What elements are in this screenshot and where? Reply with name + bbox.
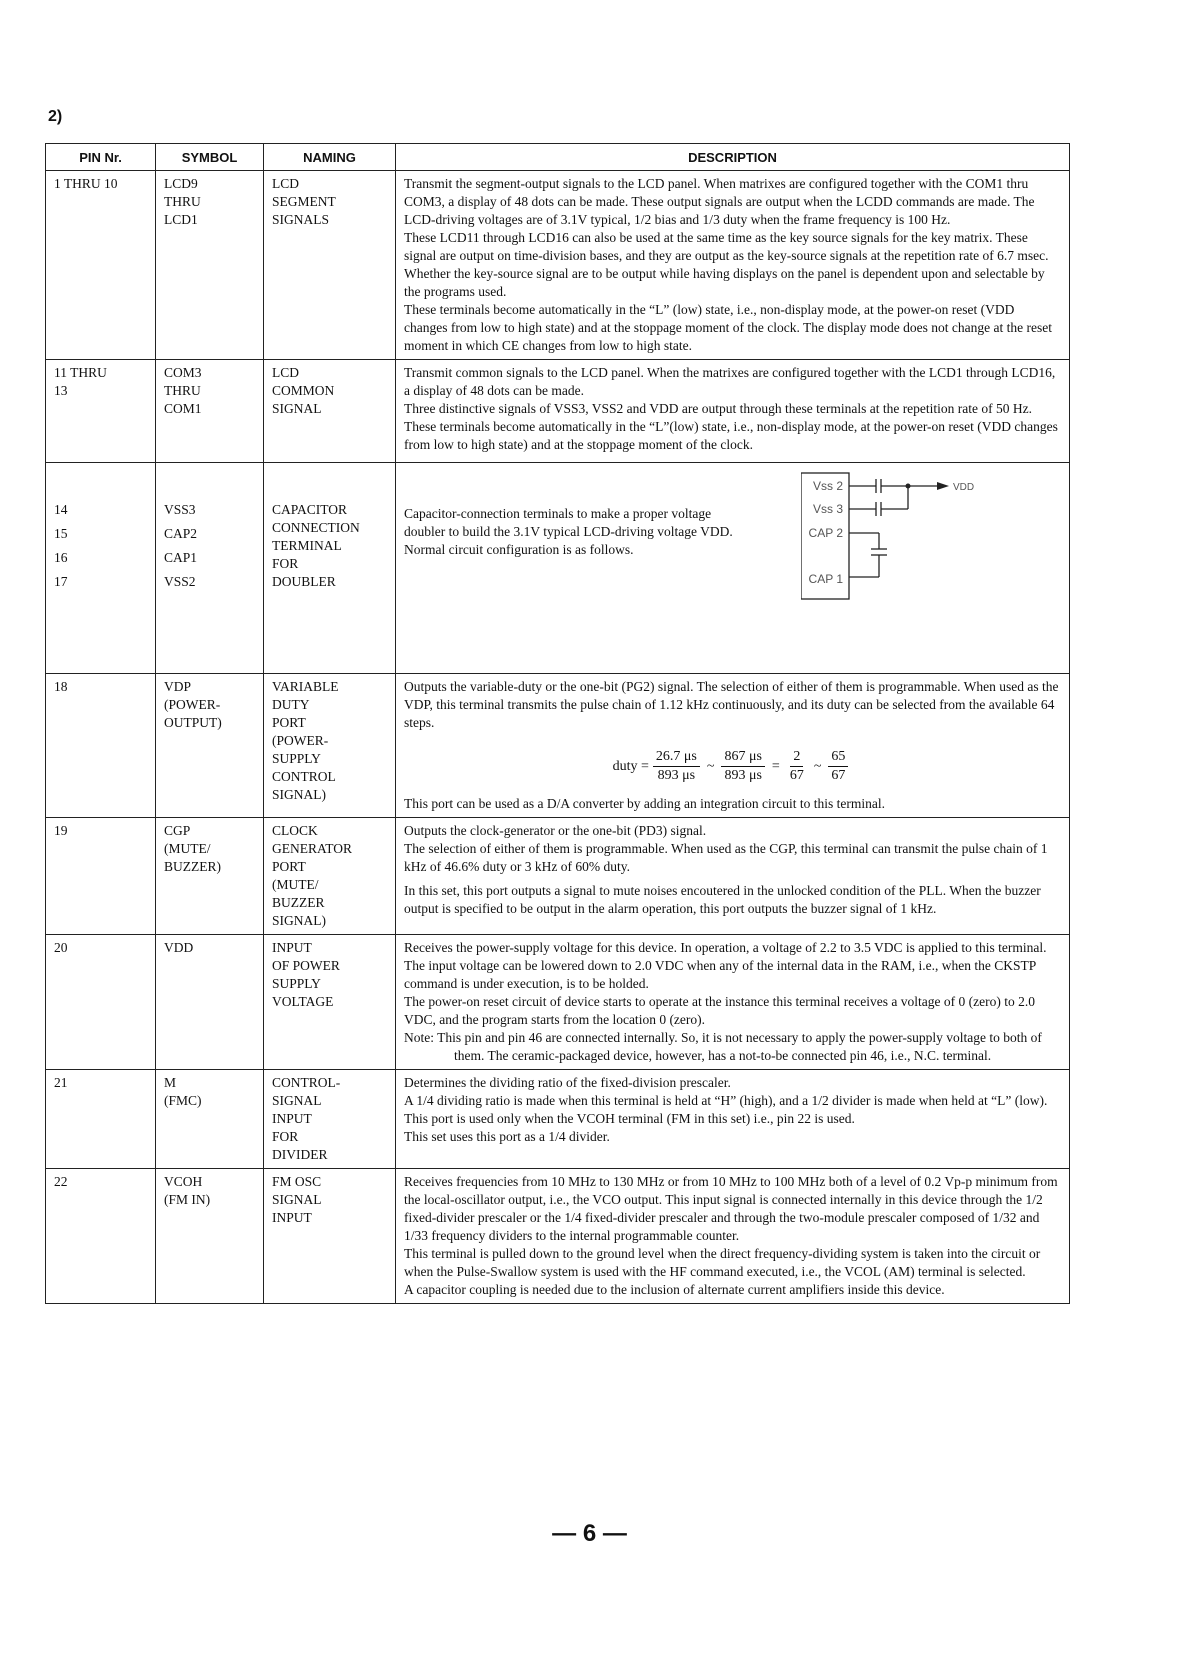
description-paragraph: The power-on reset circuit of device starts to operate at the instance this terminal receives a voltage of 0 (zero) to 2.0 VDC, and the program starts from the location 0 (zero). [404,994,1035,1027]
symbol-cell: M (FMC) [156,1070,264,1169]
pin-symbol: CAP2 [164,526,198,541]
pin-description-table [45,143,1070,1304]
pin-cell: 1 THRU 10 [46,171,156,360]
description-paragraph: Capacitor-connection terminals to make a proper voltage doubler to build the 3.1V typical LCD-driving voltage VDD. [404,506,733,539]
symbol-cell: VCOH (FM IN) [156,1169,264,1304]
fraction [828,748,848,785]
description-paragraph: Outputs the variable-duty or the one-bit (PG2) signal. The selection of either of them is programmable. When used as the VDP, this terminal transmits the pulse chain of 1.12 kHz continuously, and its duty can be selected from the available 64 steps. [404,679,1059,730]
pin-symbol: VSS3 [164,502,196,517]
pin-cell: 18 [46,674,156,818]
pin-number: 16 [54,550,68,565]
table-row [46,463,1070,674]
page-number: — 6 — [552,1520,627,1547]
description-cell [396,360,1070,463]
header-naming: NAMING [264,144,396,171]
naming-cell: VARIABLE DUTY PORT (POWER- SUPPLY CONTROL SIGNAL) [264,674,396,818]
naming-cell: CONTROL- SIGNAL INPUT FOR DIVIDER [264,1070,396,1169]
fraction-numerator: 2 [790,748,803,767]
fraction-numerator: 867 μs [721,748,764,767]
naming-line: CAPACITOR [272,502,348,517]
naming-line: DOUBLER [272,574,336,589]
description-note: Note: This pin and pin 46 are connected internally. So, it is not necessary to apply the power-supply voltage to both of them. The ceramic-packaged device, however, has a not-to-be connected pin 46, i.e., N.C. terminal. [404,1030,1042,1063]
naming-cell: LCD COMMON SIGNAL [264,360,396,463]
description-paragraph: Receives frequencies from 10 MHz to 130 MHz or from 10 MHz to 100 MHz both of a level of 0.2 Vp-p minimum from the local-oscillator output, i.e., the VCO output. This input signal is connected internally in this device through the 1/2 fixed-divider prescaler or the 1/4 fixed-divider prescaler and through the two-module prescaler composed of 1/32 and 1/33 frequency dividers to the internal programmable counter. [404,1174,1058,1243]
description-paragraph: A capacitor coupling is needed due to the inclusion of alternate current amplifiers inside this device. [404,1282,945,1297]
formula-label: duty = [612,758,649,774]
description-paragraph: This terminal is pulled down to the ground level when the direct frequency-dividing system is taken into the circuit or when the Pulse-Swallow system is used with the HF command executed, i.e., the VCOL (AM) terminal is selected. [404,1246,1041,1279]
description-paragraph: This set uses this port as a 1/4 divider. [404,1129,610,1144]
pin-number: 15 [54,526,68,541]
pin-cell: 20 [46,935,156,1070]
naming-line: FOR [272,556,299,571]
description-paragraph: The selection of either of them is programmable. When used as the CGP, this terminal can transmit the pulse chain of 1 kHz of 46.6% duty or 3 kHz of 60% duty. [404,841,1048,874]
naming-cell: FM OSC SIGNAL INPUT [264,1169,396,1304]
description-paragraph: This port can be used as a D/A converter by adding an integration circuit to this terminal. [404,796,885,811]
junction-dot [906,484,911,489]
duty-formula [404,748,1061,785]
pin-number: 17 [54,574,68,589]
symbol-cell: VDP (POWER- OUTPUT) [156,674,264,818]
naming-cell [264,463,396,674]
pin-cell: 11 THRU 13 [46,360,156,463]
naming-cell: CLOCK GENERATOR PORT (MUTE/ BUZZER SIGNAL) [264,818,396,935]
naming-line: CONNECTION [272,520,360,535]
fraction-denominator: 67 [789,768,804,783]
description-paragraph: This port is used only when the VCOH terminal (FM in this set) i.e., pin 22 is used. [404,1111,855,1126]
description-paragraph: Whether the key-source signal are to be output while having displays on the panel is dependent upon and selectable by the programs used. [404,266,1045,299]
pin-cell: 19 [46,818,156,935]
circuit-label-cap1: CAP 1 [808,572,843,586]
symbol-cell: COM3 THRU COM1 [156,360,264,463]
description-cell [396,674,1070,818]
description-cell [396,171,1070,360]
naming-cell: LCD SEGMENT SIGNALS [264,171,396,360]
table-row [46,360,1070,463]
fraction [653,748,700,785]
symbol-cell: CGP (MUTE/ BUZZER) [156,818,264,935]
description-cell [396,1070,1070,1169]
description-cell [396,1169,1070,1304]
description-paragraph: These terminals become automatically in the “L”(low) state, i.e., non-display mode, at the power-on reset (VDD changes from low to high state) and at the stoppage moment of the clock. [404,419,1058,452]
header-pin: PIN Nr. [46,144,156,171]
description-paragraph: A 1/4 dividing ratio is made when this terminal is held at “H” (high), and a 1/2 divider is made when held at “L” (low). [404,1093,1048,1108]
table-row [46,171,1070,360]
description-paragraph: Transmit common signals to the LCD panel. When the matrixes are configured together with the LCD1 through LCD16, a display of 48 dots can be made. [404,365,1056,398]
equals-operator: = [771,758,780,774]
header-symbol: SYMBOL [156,144,264,171]
pin-symbol: VSS2 [164,574,196,589]
table-row [46,674,1070,818]
pin-cell [46,463,156,674]
description-cell [396,935,1070,1070]
description-paragraph: These terminals become automatically in the “L” (low) state, i.e., non-display mode, at the power-on reset (VDD changes from low to high state) and at the stoppage moment of the clock. The display mode does not change at the reset moment in which CE changes from low to high state. [404,302,1052,353]
description-cell [396,463,1070,674]
pin-number: 14 [54,502,68,517]
table-row [46,1070,1070,1169]
fraction-numerator: 26.7 μs [653,748,700,767]
circuit-label-vss3: Vss 3 [812,502,843,516]
pin-symbol: CAP1 [164,550,198,565]
description-paragraph: Determines the dividing ratio of the fixed-division prescaler. [404,1075,731,1090]
description-paragraph: Normal circuit configuration is as follows. [404,542,634,557]
description-paragraph: Outputs the clock-generator or the one-bit (PD3) signal. [404,823,707,838]
fraction-denominator: 893 μs [724,768,762,783]
circuit-label-cap2: CAP 2 [808,526,843,540]
pin-cell: 21 [46,1070,156,1169]
circuit-label-vdd: VDD [953,482,975,493]
voltage-doubler-circuit-diagram [801,465,1061,615]
description-paragraph: These LCD11 through LCD16 can also be used at the same time as the key source signals for the key matrix. These signal are output on time-division bases, and they are output as the key-source signals at the repetition rate of 6.7 msec. [404,230,1049,263]
table-header-row [46,144,1070,171]
symbol-cell: VDD [156,935,264,1070]
description-paragraph: Three distinctive signals of VSS3, VSS2 and VDD are output through these terminals at the repetition rate of 50 Hz. [404,401,1033,416]
table-row [46,935,1070,1070]
description-cell [396,818,1070,935]
description-paragraph: Receives the power-supply voltage for this device. In operation, a voltage of 2.2 to 3.5 VDC is applied to this terminal. The input voltage can be lowered down to 2.0 VDC when any of the internal data in the RAM, i.e., when the CKSTP command is under execution, is to be holded. [404,940,1047,991]
tilde-operator: ~ [813,758,822,774]
fraction-denominator: 893 μs [657,768,696,783]
fraction [721,748,764,785]
fraction-numerator: 65 [828,748,848,767]
naming-line: TERMINAL [272,538,342,553]
circuit-label-vss2: Vss 2 [812,479,843,493]
table-row [46,818,1070,935]
description-paragraph: In this set, this port outputs a signal to mute noises encoutered in the unlocked condition of the PLL. When the buzzer output is specified to be output in the alarm operation, this port outputs the buzzer signal of 1 kHz. [404,883,1041,916]
fraction [787,748,807,785]
header-description: DESCRIPTION [396,144,1070,171]
symbol-cell: LCD9 THRU LCD1 [156,171,264,360]
section-label: 2) [48,108,63,125]
tilde-operator: ~ [706,758,715,774]
table-row [46,1169,1070,1304]
naming-cell: INPUT OF POWER SUPPLY VOLTAGE [264,935,396,1070]
fraction-denominator: 67 [831,768,846,783]
pin-cell: 22 [46,1169,156,1304]
vdd-arrow [937,482,949,490]
symbol-cell [156,463,264,674]
description-paragraph: Transmit the segment-output signals to the LCD panel. When matrixes are configured together with the COM1 thru COM3, a display of 48 dots can be made. These output signals are output when the LCDD commands are made. The LCD-driving voltages are of 3.1V typical, 1/2 bias and 1/3 duty when the frame frequency is 100 Hz. [404,176,1035,227]
